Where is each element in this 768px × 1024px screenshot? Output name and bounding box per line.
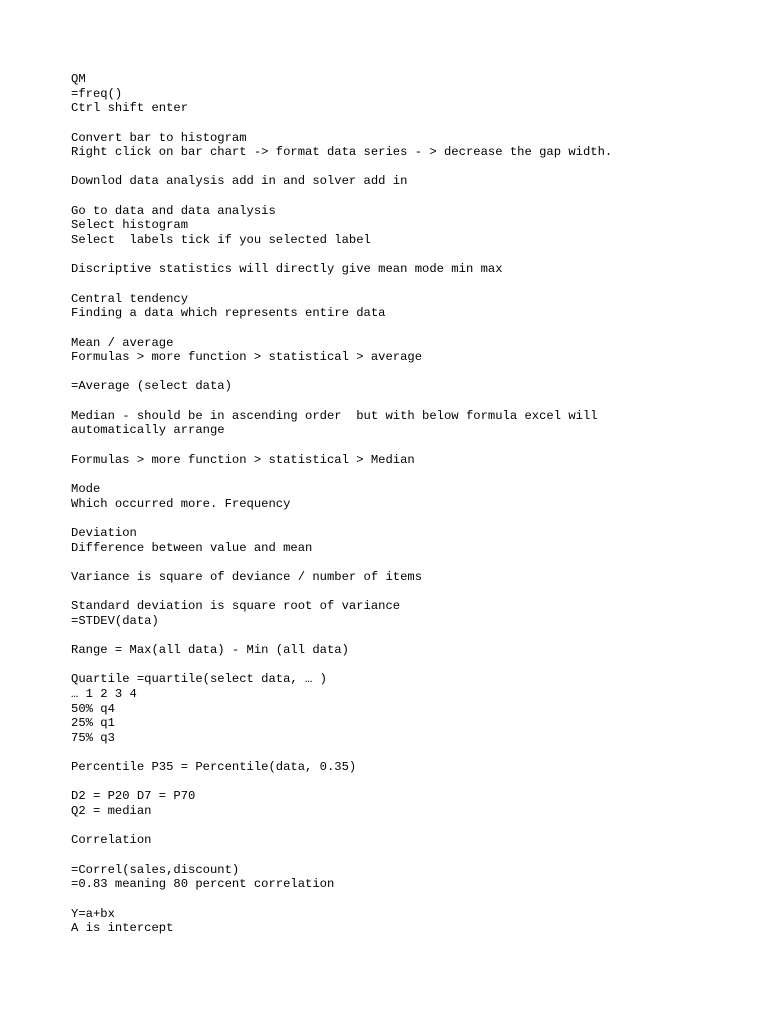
text-line: Median - should be in ascending order but with below formula excel will — [71, 408, 598, 423]
text-line: 25% q1 — [71, 716, 115, 731]
text-line: Mode — [71, 481, 101, 496]
text-line: Right click on bar chart -> format data series - > decrease the gap width. — [71, 145, 613, 160]
blank-line — [71, 848, 751, 863]
blank-line — [71, 628, 751, 643]
text-line: =Correl(sales,discount) — [71, 862, 240, 877]
blank-line — [71, 467, 751, 482]
text-line: =freq() — [71, 86, 123, 101]
text-line: Q2 = median — [71, 804, 152, 819]
text-line: Correlation — [71, 833, 152, 848]
document-body — [71, 72, 751, 936]
blank-line — [71, 658, 751, 673]
blank-line — [71, 394, 751, 409]
text-line: Mean / average — [71, 335, 174, 350]
blank-line — [71, 189, 751, 204]
blank-line — [71, 555, 751, 570]
text-line: D2 = P20 D7 = P70 — [71, 789, 196, 804]
blank-line — [71, 248, 751, 263]
text-line: Difference between value and mean — [71, 540, 313, 555]
text-line: Y=a+bx — [71, 906, 115, 921]
text-line: Formulas > more function > statistical > average — [71, 350, 423, 365]
text-line: =0.83 meaning 80 percent correlation — [71, 877, 335, 892]
blank-line — [71, 892, 751, 907]
text-line: Downlod data analysis add in and solver add in — [71, 174, 408, 189]
text-line: Standard deviation is square root of variance — [71, 599, 401, 614]
text-line: Which occurred more. Frequency — [71, 496, 291, 511]
text-line: QM — [71, 72, 86, 86]
text-line: Quartile =quartile(select data, … ) — [71, 672, 327, 687]
blank-line — [71, 438, 751, 453]
text-line: =Average (select data) — [71, 379, 232, 394]
blank-line — [71, 584, 751, 599]
text-line: A is intercept — [71, 921, 174, 936]
blank-line — [71, 511, 751, 526]
text-line: … 1 2 3 4 — [71, 686, 137, 701]
text-line: Ctrl shift enter — [71, 101, 189, 116]
text-line: Range = Max(all data) - Min (all data) — [71, 642, 349, 657]
text-line: 75% q3 — [71, 730, 115, 745]
text-line: Select histogram — [71, 218, 189, 233]
text-line: Discriptive statistics will directly give mean mode min max — [71, 262, 503, 277]
blank-line — [71, 819, 751, 834]
blank-line — [71, 745, 751, 760]
blank-line — [71, 775, 751, 790]
blank-line — [71, 160, 751, 175]
text-line: Variance is square of deviance / number of items — [71, 569, 423, 584]
text-line: Percentile P35 = Percentile(data, 0.35) — [71, 760, 357, 775]
text-line: Convert bar to histogram — [71, 130, 247, 145]
text-line: Go to data and data analysis — [71, 203, 276, 218]
text-line: =STDEV(data) — [71, 613, 159, 628]
text-line: Central tendency — [71, 291, 189, 306]
text-line: Deviation — [71, 525, 137, 540]
text-line: Formulas > more function > statistical > Median — [71, 452, 415, 467]
blank-line — [71, 365, 751, 380]
text-line: Select labels tick if you selected label — [71, 233, 371, 248]
blank-line — [71, 116, 751, 131]
blank-line — [71, 321, 751, 336]
text-line: Finding a data which represents entire data — [71, 306, 386, 321]
text-line: 50% q4 — [71, 701, 115, 716]
text-line: automatically arrange — [71, 423, 225, 438]
blank-line — [71, 277, 751, 292]
